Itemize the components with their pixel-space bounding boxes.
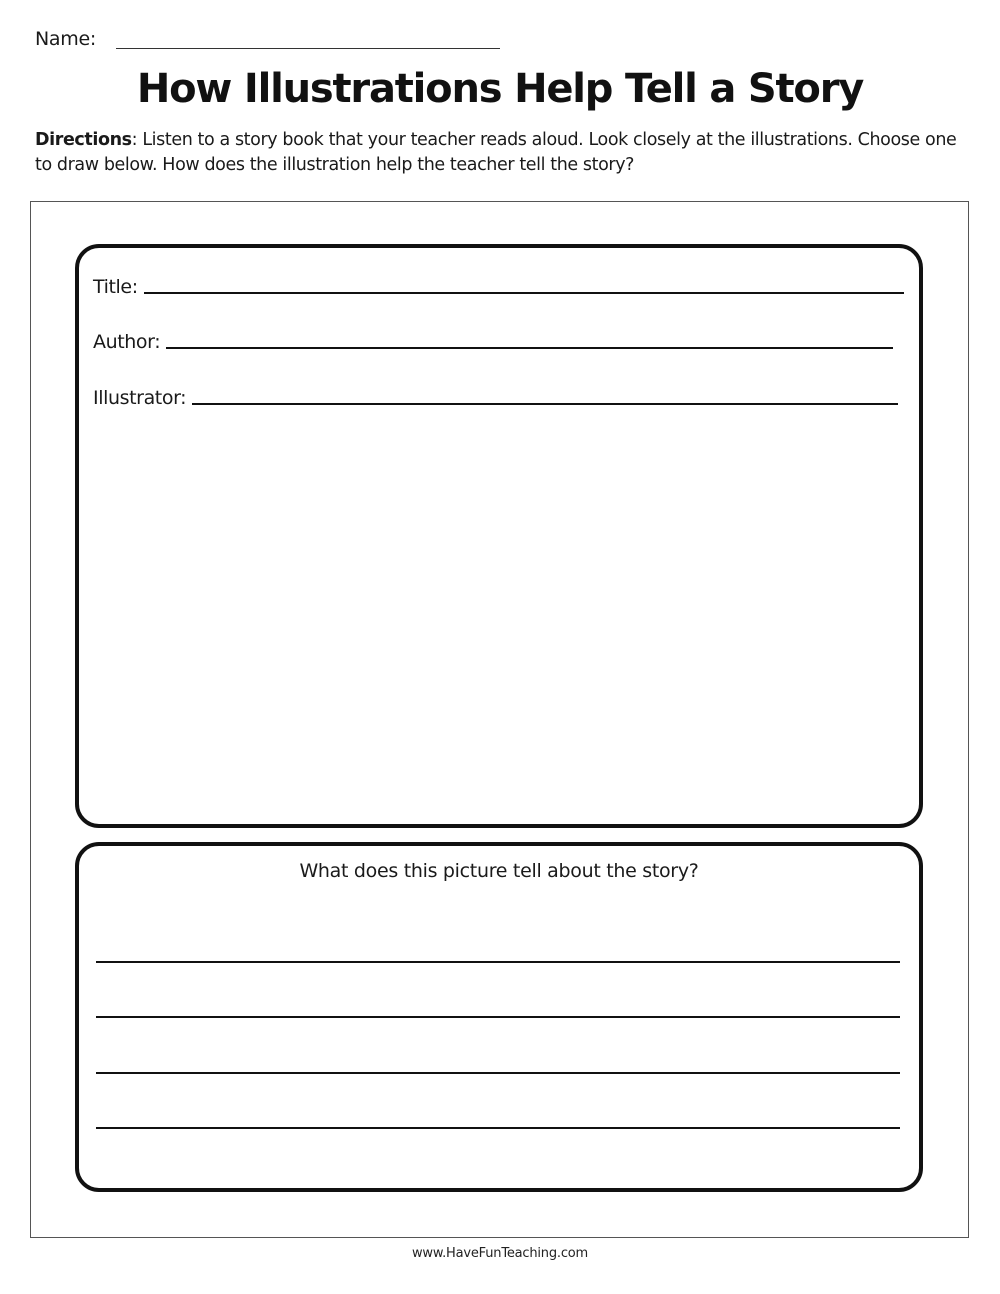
footer-url: www.HaveFunTeaching.com: [412, 1246, 588, 1261]
title-line[interactable]: [144, 292, 904, 294]
directions: [35, 128, 970, 178]
directions-label: Directions: [35, 130, 132, 150]
illustrator-field: [93, 387, 898, 409]
answer-line[interactable]: [96, 961, 900, 963]
answer-line[interactable]: [96, 1072, 900, 1074]
title-field: [93, 276, 904, 298]
author-label: Author:: [93, 331, 161, 353]
answer-line[interactable]: [96, 1016, 900, 1018]
author-line[interactable]: [166, 347, 893, 349]
response-question: What does this picture tell about the story?: [299, 860, 699, 882]
illustrator-line[interactable]: [192, 403, 898, 405]
name-label: Name:: [35, 28, 96, 50]
illustrator-label: Illustrator:: [93, 387, 187, 409]
directions-text: : Listen to a story book that your teacher reads aloud. Look closely at the illustrations. Choose one to draw below. How does the illustration help the teacher tell the story?: [35, 130, 957, 175]
page-title: How Illustrations Help Tell a Story: [136, 66, 864, 112]
author-field: [93, 331, 893, 353]
name-line[interactable]: [116, 48, 500, 49]
title-label: Title:: [93, 276, 138, 298]
answer-line[interactable]: [96, 1127, 900, 1129]
